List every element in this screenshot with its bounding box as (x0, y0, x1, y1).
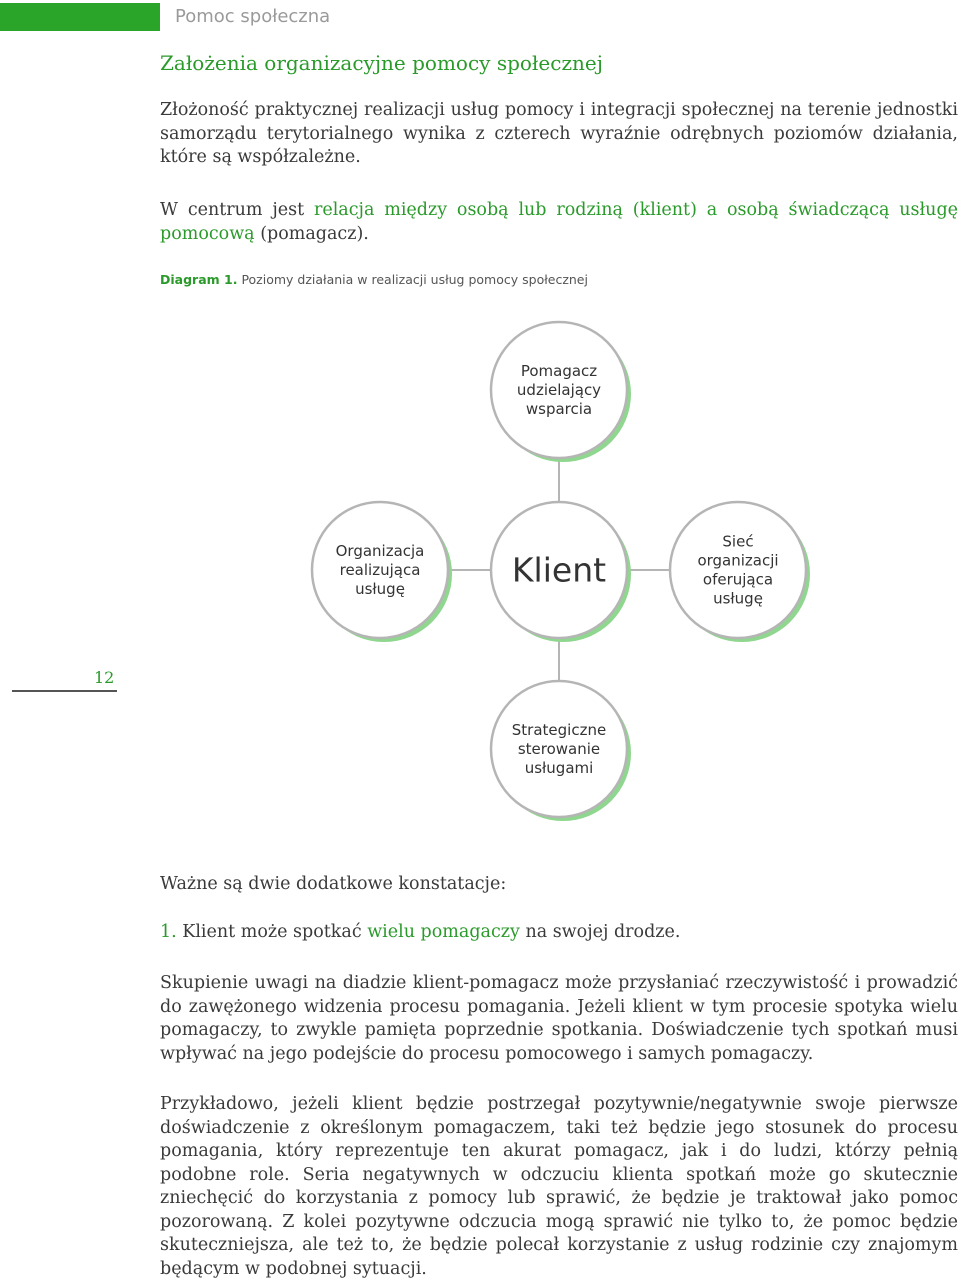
intro-paragraph: Złożoność praktycznej realizacji usług pomocy i integracji społecznej na terenie jednostki samorządu terytorialnego wynika z czterech wyraźnie odrębnych poziomów działania, które są współzależne. (160, 100, 958, 167)
list-item-highlight: wielu pomagaczy (367, 922, 520, 942)
node-label-top: wsparcia (525, 400, 593, 418)
node-label-top: udzielający (516, 381, 602, 399)
list-item-1 (160, 922, 680, 942)
running-header: Pomoc społeczna (175, 6, 331, 27)
node-label-top: Pomagacz (520, 362, 598, 380)
diagram-caption-text: Poziomy działania w realizacji usług pomocy społecznej (237, 272, 588, 287)
diagram-node-center (491, 502, 631, 642)
node-label-bottom: usługami (524, 759, 594, 777)
node-label-bottom: Strategiczne (511, 721, 607, 739)
node-label-left: Organizacja (335, 542, 425, 560)
diagram-node-bottom (491, 681, 631, 821)
node-label-right: usługę (713, 589, 763, 608)
paragraph-2: Skupienie uwagi na diadzie klient-pomagacz może przysłaniać rzeczywistość i prowadzić do zawężonego widzenia procesu pomagania. Jeżeli klient w tym procesie spotyka wielu pomagaczy, to zwykle pamięta poprzednie spotkania. Doświadczenie tych spotkań musi wpływać na jego podejście do procesu pomocowego i samych pomagaczy. (160, 973, 958, 1064)
diagram-nodes (312, 322, 810, 821)
paragraph-3: Przykładowo, jeżeli klient będzie postrzegał pozytywnie/negatywnie swoje pierwsze doświadczenie z określonym pomagaczem, taki też będzie jego stosunek do procesu pomagania, który reprezentuje ten akurat pomagacz, jak i do ludzi, którzy pełnią podobne role. Seria negatywnych w odczuciu klienta spotkań może go skutecznie zniechęcić do korzystania z pomocy lub sprawić, że będzie je traktował jako pomoc pozorowaną. Z kolei pozytywne odczucia mogą sprawić nie tylko to, że pomoc będzie skuteczniejsza, ale też to, że będzie polecał korzystanie z usług rodzinie czy znajomym będącym w podobnej sytuacji. (160, 1094, 958, 1279)
node-label-left: usługę (355, 580, 405, 598)
diagram-node-left (312, 502, 452, 642)
center-paragraph-before: W centrum jest (160, 200, 314, 220)
node-label-right: organizacji (697, 551, 779, 570)
additional-heading: Ważne są dwie dodatkowe konstatacje: (160, 874, 507, 894)
node-label-left: realizująca (339, 561, 421, 579)
diagram-caption-label: Diagram 1. (160, 272, 238, 287)
node-label-bottom: sterowanie (517, 740, 601, 758)
page-number-rule (12, 690, 117, 692)
node-label-right: oferująca (702, 570, 774, 589)
page-number: 12 (94, 668, 115, 687)
diagram-node-right (670, 502, 810, 642)
list-item-before: Klient może spotkać (176, 922, 368, 942)
node-label-right: Sieć (722, 532, 754, 551)
center-paragraph-after: (pomagacz). (254, 223, 369, 244)
list-item-after: na swojej drodze. (519, 922, 681, 942)
section-title: Założenia organizacyjne pomocy społecznej (160, 51, 603, 75)
list-item-number: 1. (160, 922, 177, 942)
node-label-center: Klient (511, 550, 607, 590)
diagram-node-top (491, 322, 631, 462)
center-paragraph-highlight: relacja między osobą lub rodziną (klient) a osobą świadczącą usługę pomocową (160, 200, 958, 244)
